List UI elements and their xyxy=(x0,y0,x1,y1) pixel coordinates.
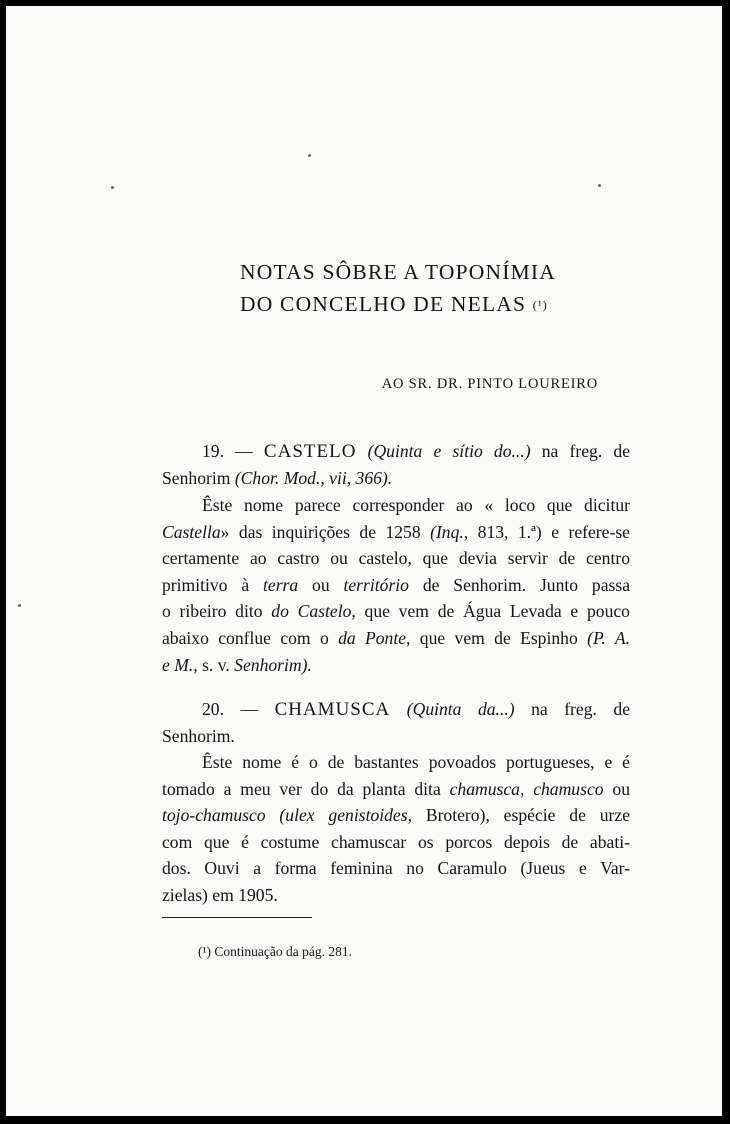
text-run: 813, 1.ª) e refere-se xyxy=(468,521,630,542)
entry-20-heading-cont xyxy=(162,723,630,750)
text-run: do Castelo, xyxy=(271,601,356,622)
page-title-line-2 xyxy=(240,294,580,316)
text-run: (Inq., xyxy=(430,521,469,542)
text-run: com que é costume chamuscar os porcos depois de abati- xyxy=(162,831,630,852)
text-run: Êste nome parece corresponder ao « loco que dicitur xyxy=(202,495,630,515)
text-line xyxy=(162,776,630,803)
text-run: chamusca, chamusco xyxy=(449,778,604,799)
entry-place: Senhorim xyxy=(162,467,231,488)
text-run: certamente ao castro ou castelo, que devia servir de centro xyxy=(162,548,630,569)
text-run: Senhorim). xyxy=(234,654,312,675)
text-line xyxy=(162,652,630,679)
text-run: Êste nome é o de bastantes povoados portugueses, e é xyxy=(202,752,630,772)
text-run: ou xyxy=(298,574,344,595)
entry-20-heading xyxy=(162,696,630,723)
text-run: Castella xyxy=(162,521,221,542)
entry-number: 19. — xyxy=(202,441,253,461)
text-line xyxy=(162,749,630,776)
text-line xyxy=(162,882,630,909)
entry-19 xyxy=(162,438,630,491)
footnote-divider xyxy=(162,917,312,918)
text-line xyxy=(162,598,630,625)
text-run: da Ponte, xyxy=(338,627,411,648)
dedication: AO SR. DR. PINTO LOUREIRO xyxy=(381,376,598,392)
ink-speck xyxy=(598,184,601,187)
text-run: território xyxy=(343,574,409,595)
text-run: ou xyxy=(603,778,630,799)
text-run: primitivo à xyxy=(162,574,263,595)
entry-number: 20. — xyxy=(202,699,259,719)
text-run: abaixo conflue com o xyxy=(162,627,339,648)
text-line xyxy=(162,625,630,652)
text-line xyxy=(162,802,630,829)
footnote-mark: (¹) xyxy=(198,944,212,959)
entry-name: CHAMUSCA xyxy=(274,699,391,720)
entry-location: na freg. de xyxy=(541,441,631,461)
ink-speck xyxy=(18,604,21,607)
text-line xyxy=(162,572,630,599)
entry-19-heading xyxy=(162,438,630,465)
text-run: de Senhorim. Junto passa xyxy=(408,574,631,595)
text-run: dos. Ouvi a forma feminina no Caramulo (Jueus e Var- xyxy=(162,858,630,879)
text-line xyxy=(162,519,630,546)
text-run: o ribeiro dito xyxy=(162,601,272,622)
text-line xyxy=(162,545,630,572)
text-run: tomado a meu ver do da planta dita xyxy=(162,778,450,799)
entry-20-body xyxy=(162,749,630,909)
page xyxy=(6,6,722,1116)
entry-location: na freg. de xyxy=(531,699,631,719)
text-run: » das inquirições de 1258 xyxy=(220,521,431,542)
footnote xyxy=(198,944,352,960)
entry-19-body xyxy=(162,492,630,678)
footnote-text: Continuação da pág. 281. xyxy=(214,944,353,959)
entry-place: Senhorim. xyxy=(162,725,235,746)
text-run: (P. A. xyxy=(587,627,630,648)
entry-name: CASTELO xyxy=(263,441,357,462)
text-run: e M., xyxy=(162,654,198,675)
entry-20 xyxy=(162,696,630,749)
text-run: tojo-chamusco (ulex genistoides, xyxy=(162,805,412,826)
footnote-reference: (¹) xyxy=(532,298,548,312)
page-title-line-2-text: DO CONCELHO DE NELAS xyxy=(240,292,527,316)
text-run: que vem de Água Levada e pouco xyxy=(355,601,630,622)
ink-speck xyxy=(308,154,311,157)
text-line xyxy=(162,829,630,856)
entry-19-heading-cont xyxy=(162,465,630,492)
text-run: terra xyxy=(263,574,299,595)
ink-speck xyxy=(111,186,114,189)
text-line xyxy=(162,855,630,882)
text-run: que vem de Espinho xyxy=(410,627,588,648)
text-run: Brotero), espécie de urze xyxy=(412,805,631,826)
page-title-line-1: NOTAS SÔBRE A TOPONÍMIA xyxy=(240,260,556,284)
entry-qualifier: (Quinta e sítio do...) xyxy=(367,441,531,461)
text-run: s. v. xyxy=(197,654,235,675)
entry-qualifier: (Quinta da...) xyxy=(406,699,515,719)
text-run: zielas) em 1905. xyxy=(162,884,278,905)
entry-citation: (Chor. Mod., vii, 366). xyxy=(234,467,393,488)
text-line xyxy=(162,492,630,519)
